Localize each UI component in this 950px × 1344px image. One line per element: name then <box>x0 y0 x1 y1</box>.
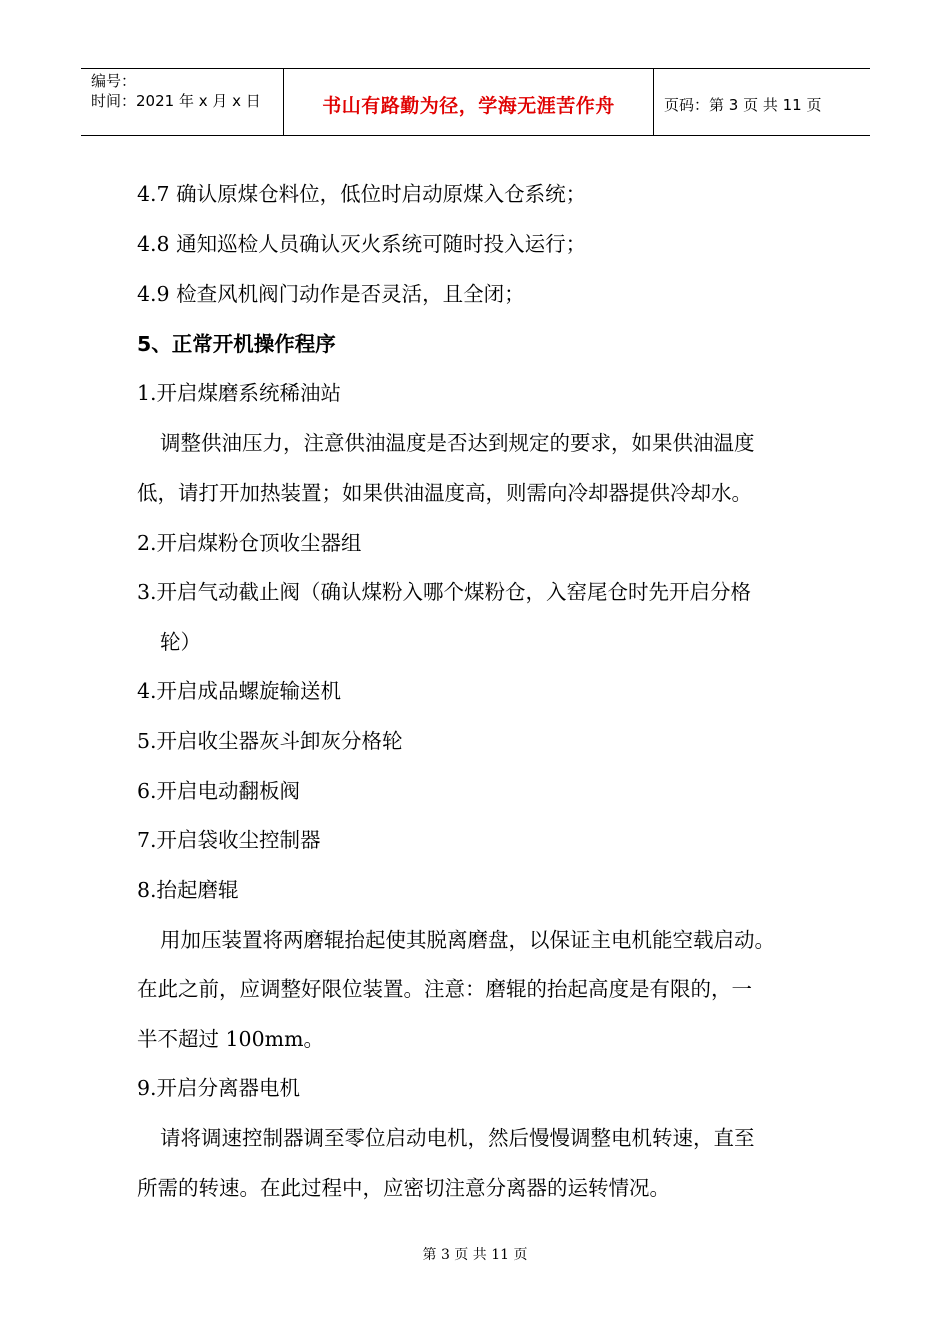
header-motto-cell <box>283 69 654 135</box>
header-page-cell <box>654 69 870 135</box>
section-heading: 5、正常开机操作程序 <box>137 332 336 356</box>
serial-label: 编号： <box>91 72 137 90</box>
paragraph-line: 半不超过 100mm。 <box>137 1027 325 1051</box>
step-title: 5.开启收尘器灰斗卸灰分格轮 <box>137 729 403 753</box>
paragraph-line: 低，请打开加热装置；如果供油温度高，则需向冷却器提供冷却水。 <box>137 481 752 505</box>
time-label: 时间：2021 年 x 月 x 日 <box>91 92 261 110</box>
step-title: 4.开启成品螺旋输送机 <box>137 679 342 703</box>
step-title: 3.开启气动截止阀（确认煤粉入哪个煤粉仓，入窑尾仓时先开启分格 <box>137 580 752 604</box>
step-title: 7.开启袋收尘控制器 <box>137 828 321 852</box>
page-footer: 第 3 页 共 11 页 <box>422 1247 528 1263</box>
step-title: 1.开启煤磨系统稀油站 <box>137 381 342 405</box>
step-title: 2.开启煤粉仓顶收尘器组 <box>137 531 362 555</box>
step-title: 9.开启分离器电机 <box>137 1076 301 1100</box>
header-meta-cell <box>81 69 283 135</box>
motto: 书山有路勤为径，学海无涯苦作舟 <box>322 94 615 117</box>
step-title: 6.开启电动翻板阀 <box>137 779 301 803</box>
header-table <box>81 68 870 136</box>
paragraph-line: 所需的转速。在此过程中，应密切注意分离器的运转情况。 <box>137 1176 670 1200</box>
paragraph-line: 调整供油压力，注意供油温度是否达到规定的要求，如果供油温度 <box>160 431 755 455</box>
paragraph-line: 请将调速控制器调至零位启动电机，然后慢慢调整电机转速，直至 <box>160 1126 755 1150</box>
paragraph-line: 在此之前，应调整好限位装置。注意：磨辊的抬起高度是有限的，一 <box>137 977 752 1001</box>
step-title-continued: 轮） <box>160 630 201 654</box>
paragraph-line: 4.7 确认原煤仓料位，低位时启动原煤入仓系统； <box>137 182 587 206</box>
page-info: 页码：第 3 页 共 11 页 <box>664 95 822 114</box>
paragraph-line: 4.9 检查风机阀门动作是否灵活，且全闭； <box>137 282 525 306</box>
paragraph-line: 用加压装置将两磨辊抬起使其脱离磨盘，以保证主电机能空载启动。 <box>160 928 775 952</box>
step-title: 8.抬起磨辊 <box>137 878 239 902</box>
paragraph-line: 4.8 通知巡检人员确认灭火系统可随时投入运行； <box>137 232 587 256</box>
